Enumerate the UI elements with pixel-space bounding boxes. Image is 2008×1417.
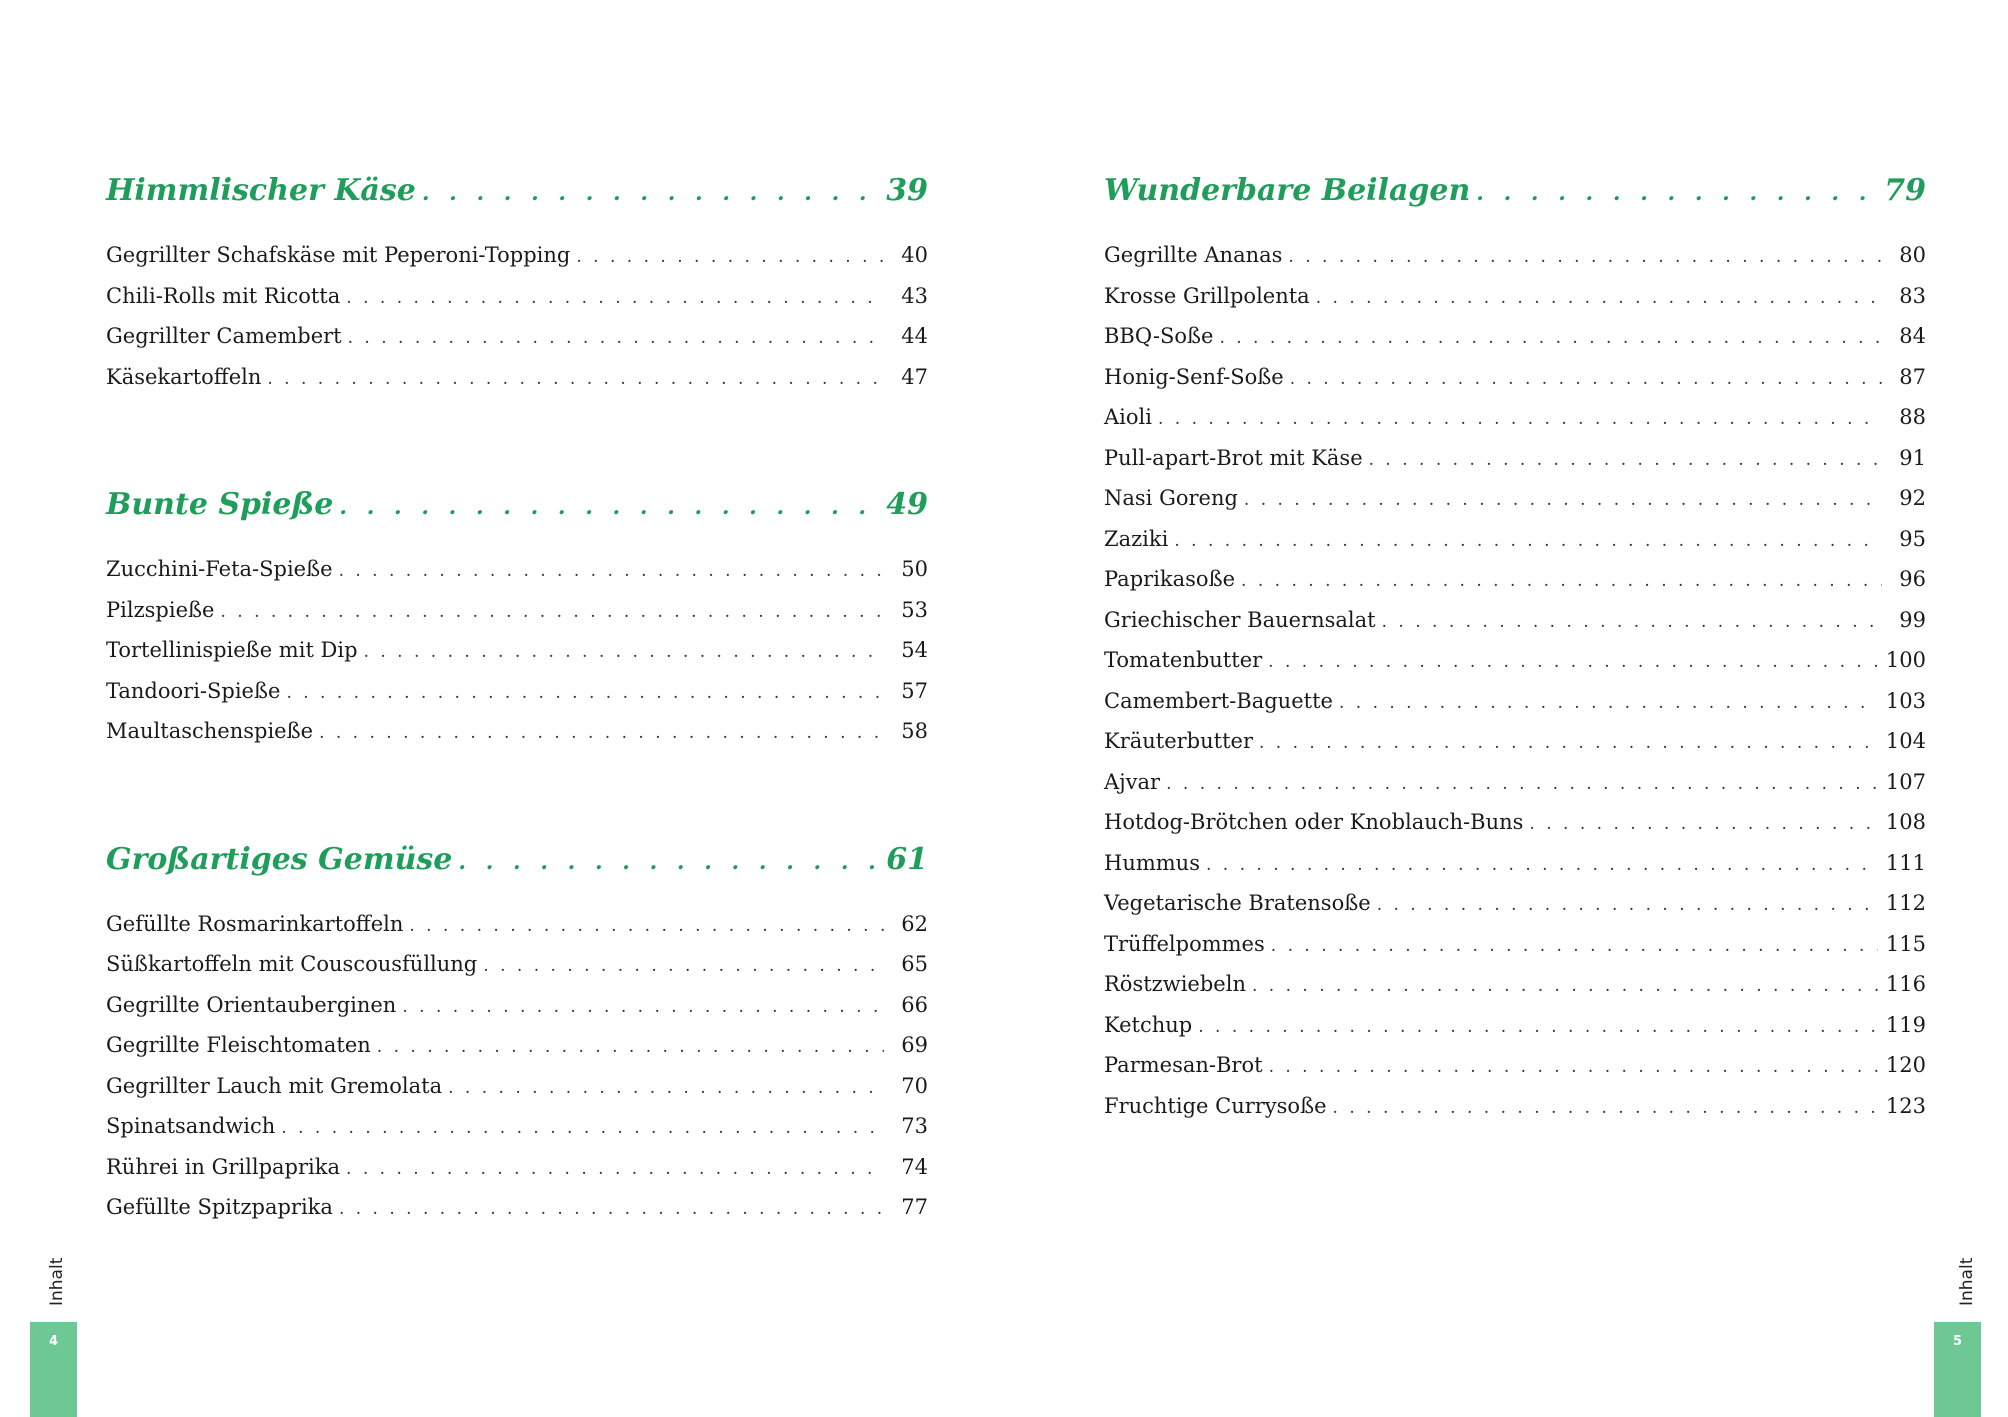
toc-entry[interactable] xyxy=(106,712,928,753)
dot-leader xyxy=(1316,279,1882,318)
section-page-number: 39 xyxy=(886,173,928,208)
entry-page-number: 111 xyxy=(1885,850,1926,875)
toc-entry[interactable] xyxy=(106,358,928,399)
dot-leader xyxy=(281,1109,884,1148)
dot-leader xyxy=(286,674,884,713)
entry-page-number: 103 xyxy=(1885,688,1926,713)
dot-leader xyxy=(1382,603,1882,642)
entry-title: Zaziki xyxy=(1104,526,1169,551)
entry-title: Aioli xyxy=(1104,405,1152,429)
toc-section xyxy=(1104,170,1926,1127)
entry-title: Parmesan-Brot xyxy=(1104,1053,1263,1077)
toc-entry[interactable] xyxy=(106,236,928,277)
toc-entry[interactable] xyxy=(106,986,928,1027)
entry-title: Ketchup xyxy=(1104,1012,1193,1037)
dot-leader xyxy=(458,841,878,883)
toc-entry[interactable] xyxy=(106,1188,928,1229)
dot-leader xyxy=(346,1150,884,1189)
toc-entry[interactable] xyxy=(1104,722,1926,763)
dot-leader xyxy=(1244,481,1882,520)
toc-entry[interactable] xyxy=(1104,398,1926,439)
entry-title: Gegrillter Schafskäse mit Peperoni-Topping xyxy=(106,243,571,267)
entry-title: Tandoori-Spieße xyxy=(106,678,281,703)
toc-entry[interactable] xyxy=(1104,844,1926,885)
entry-title: Spinatsandwich xyxy=(106,1114,276,1138)
toc-entry[interactable] xyxy=(1104,682,1926,723)
entry-page-number: 115 xyxy=(1885,931,1926,956)
toc-entry[interactable] xyxy=(1104,1087,1926,1128)
dot-leader xyxy=(576,238,884,277)
toc-right-column xyxy=(1104,170,1926,1213)
toc-entry[interactable] xyxy=(106,277,928,318)
dot-leader xyxy=(346,279,884,318)
entry-title: Griechischer Bauernsalat xyxy=(1104,607,1376,632)
toc-entry[interactable] xyxy=(1104,601,1926,642)
entry-title: Zucchini-Feta-Spieße xyxy=(106,557,333,581)
dot-leader xyxy=(448,1069,884,1108)
entry-page-number: 58 xyxy=(901,719,928,743)
entry-title: Pilzspieße xyxy=(106,597,215,622)
dot-leader xyxy=(1377,886,1878,925)
toc-entry[interactable] xyxy=(1104,236,1926,277)
entry-title: Camembert-Baguette xyxy=(1104,688,1333,713)
entry-title: Hummus xyxy=(1104,850,1200,875)
toc-entry[interactable] xyxy=(1104,1046,1926,1087)
dot-leader xyxy=(1219,319,1882,358)
entry-title: Paprikasoße xyxy=(1104,567,1236,591)
entry-title: Vegetarische Bratensoße xyxy=(1104,891,1371,915)
entry-title: Nasi Goreng xyxy=(1104,486,1238,510)
toc-entry[interactable] xyxy=(106,631,928,672)
entry-title: Kräuterbutter xyxy=(1104,729,1253,753)
entry-page-number: 74 xyxy=(901,1154,928,1179)
dot-leader xyxy=(364,633,884,672)
entry-title: Pull-apart-Brot mit Käse xyxy=(1104,445,1363,470)
entry-page-number: 66 xyxy=(901,992,928,1017)
dot-leader xyxy=(409,907,884,946)
section-heading[interactable] xyxy=(106,484,928,528)
dot-leader xyxy=(1271,927,1878,966)
dot-leader xyxy=(1174,522,1882,561)
dot-leader xyxy=(377,1028,884,1067)
dot-leader xyxy=(267,360,884,399)
entry-title: Gegrillte Fleischtomaten xyxy=(106,1033,371,1057)
dot-leader xyxy=(339,552,884,591)
toc-entry[interactable] xyxy=(106,945,928,986)
entry-page-number: 65 xyxy=(901,952,928,976)
dot-leader xyxy=(1288,238,1882,277)
entry-page-number: 44 xyxy=(901,324,928,348)
toc-entry[interactable] xyxy=(1104,763,1926,804)
toc-entry[interactable] xyxy=(1104,560,1926,601)
toc-section xyxy=(106,839,928,1229)
dot-leader xyxy=(220,593,884,632)
entry-title: Käsekartoffeln xyxy=(106,364,262,389)
dot-leader xyxy=(1259,724,1878,763)
entry-title: Röstzwiebeln xyxy=(1104,972,1246,996)
dot-leader xyxy=(1290,360,1882,399)
dot-leader xyxy=(1198,1008,1878,1047)
section-page-number: 49 xyxy=(886,487,928,522)
entry-page-number: 40 xyxy=(901,243,928,267)
dot-leader xyxy=(1369,441,1882,480)
entry-page-number: 87 xyxy=(1899,364,1926,389)
entry-page-number: 92 xyxy=(1899,486,1926,510)
dot-leader xyxy=(1529,805,1877,844)
entry-page-number: 88 xyxy=(1899,405,1926,429)
toc-entry[interactable] xyxy=(106,550,928,591)
dot-leader xyxy=(339,486,878,528)
entry-title: Krosse Grillpolenta xyxy=(1104,283,1310,308)
dot-leader xyxy=(1206,846,1878,885)
toc-entry[interactable] xyxy=(1104,317,1926,358)
dot-leader xyxy=(1158,400,1882,439)
dot-leader xyxy=(348,319,884,358)
entry-title: Fruchtige Currysoße xyxy=(1104,1093,1327,1118)
toc-entry[interactable] xyxy=(1104,277,1926,318)
side-label-right: Inhalt xyxy=(1957,1257,1977,1306)
entry-page-number: 99 xyxy=(1899,607,1926,632)
toc-entry[interactable] xyxy=(1104,1006,1926,1047)
toc-left-column xyxy=(106,170,928,1315)
entry-page-number: 108 xyxy=(1885,810,1926,834)
entry-page-number: 57 xyxy=(901,678,928,703)
toc-entry[interactable] xyxy=(1104,520,1926,561)
entry-page-number: 53 xyxy=(901,597,928,622)
entry-title: Maultaschenspieße xyxy=(106,719,314,743)
dot-leader xyxy=(1339,684,1878,723)
entry-title: Honig-Senf-Soße xyxy=(1104,364,1284,389)
toc-entry[interactable] xyxy=(1104,358,1926,399)
entry-page-number: 112 xyxy=(1885,891,1926,915)
entry-page-number: 116 xyxy=(1885,972,1926,996)
toc-entry[interactable] xyxy=(106,591,928,632)
toc-entry[interactable] xyxy=(106,1026,928,1067)
entry-page-number: 54 xyxy=(901,638,928,662)
toc-entry[interactable] xyxy=(1104,925,1926,966)
section-heading[interactable] xyxy=(106,170,928,214)
dot-leader xyxy=(422,172,878,214)
entry-title: Gegrillter Lauch mit Gremolata xyxy=(106,1073,443,1098)
toc-entry[interactable] xyxy=(106,905,928,946)
toc-section xyxy=(106,170,928,398)
entry-page-number: 43 xyxy=(901,283,928,308)
toc-entry[interactable] xyxy=(106,317,928,358)
toc-entry[interactable] xyxy=(106,1148,928,1189)
entry-page-number: 62 xyxy=(901,911,928,936)
toc-entry[interactable] xyxy=(1104,439,1926,480)
dot-leader xyxy=(1241,562,1882,601)
entry-page-number: 123 xyxy=(1885,1093,1926,1118)
section-page-number: 79 xyxy=(1884,173,1926,208)
entry-page-number: 77 xyxy=(901,1195,928,1219)
entry-title: Gegrillte Ananas xyxy=(1104,243,1283,267)
entry-page-number: 73 xyxy=(901,1114,928,1138)
toc-entry[interactable] xyxy=(106,1107,928,1148)
side-label-left: Inhalt xyxy=(47,1257,67,1306)
section-title: Bunte Spieße xyxy=(106,487,334,522)
entry-title: Gegrillte Orientauberginen xyxy=(106,992,397,1017)
entry-page-number: 69 xyxy=(901,1033,928,1057)
entry-page-number: 47 xyxy=(901,364,928,389)
toc-entry[interactable] xyxy=(1104,884,1926,925)
entry-page-number: 84 xyxy=(1899,324,1926,348)
toc-entry[interactable] xyxy=(1104,803,1926,844)
dot-leader xyxy=(1252,967,1878,1006)
section-title: Großartiges Gemüse xyxy=(106,841,453,877)
entry-page-number: 70 xyxy=(901,1073,928,1098)
entry-title: Ajvar xyxy=(1104,769,1161,794)
dot-leader xyxy=(319,714,884,753)
entry-page-number: 119 xyxy=(1885,1012,1926,1037)
dot-leader xyxy=(1268,643,1878,682)
entry-title: Rührei in Grillpaprika xyxy=(106,1154,341,1179)
toc-entry[interactable] xyxy=(1104,641,1926,682)
page-number-left: 4 xyxy=(30,1322,77,1417)
toc-entry[interactable] xyxy=(1104,479,1926,520)
entry-page-number: 80 xyxy=(1899,243,1926,267)
dot-leader xyxy=(1333,1089,1878,1128)
entry-title: Trüffelpommes xyxy=(1104,931,1265,956)
entry-page-number: 104 xyxy=(1885,729,1926,753)
entry-title: Süßkartoffeln mit Couscousfüllung xyxy=(106,952,478,976)
entry-page-number: 83 xyxy=(1899,283,1926,308)
section-title: Himmlischer Käse xyxy=(106,173,416,208)
entry-page-number: 100 xyxy=(1885,648,1926,672)
entry-page-number: 95 xyxy=(1899,526,1926,551)
toc-section xyxy=(106,484,928,753)
entry-title: Gefüllte Spitzpaprika xyxy=(106,1195,333,1219)
entry-title: Gefüllte Rosmarinkartoffeln xyxy=(106,911,404,936)
toc-entry[interactable] xyxy=(1104,965,1926,1006)
entry-title: Hotdog-Brötchen oder Knoblauch-Buns xyxy=(1104,810,1524,834)
section-heading[interactable] xyxy=(106,839,928,883)
dot-leader xyxy=(483,947,884,986)
dot-leader xyxy=(1166,765,1878,804)
entry-page-number: 50 xyxy=(901,557,928,581)
entry-page-number: 91 xyxy=(1899,445,1926,470)
toc-entry[interactable] xyxy=(106,1067,928,1108)
dot-leader xyxy=(1476,172,1876,214)
dot-leader xyxy=(402,988,884,1027)
entry-title: Chili-Rolls mit Ricotta xyxy=(106,283,341,308)
entry-title: BBQ-Soße xyxy=(1104,324,1214,348)
toc-entry[interactable] xyxy=(106,672,928,713)
page-number-right: 5 xyxy=(1934,1322,1981,1417)
entry-title: Gegrillter Camembert xyxy=(106,324,342,348)
entry-page-number: 107 xyxy=(1885,769,1926,794)
entry-page-number: 96 xyxy=(1899,567,1926,591)
entry-title: Tortellinispieße mit Dip xyxy=(106,638,358,662)
entry-title: Tomatenbutter xyxy=(1104,648,1263,672)
section-heading[interactable] xyxy=(1104,170,1926,214)
dot-leader xyxy=(1269,1048,1878,1087)
section-title: Wunderbare Beilagen xyxy=(1104,173,1471,208)
entry-page-number: 120 xyxy=(1885,1053,1926,1077)
dot-leader xyxy=(339,1190,884,1229)
section-page-number: 61 xyxy=(886,841,928,877)
